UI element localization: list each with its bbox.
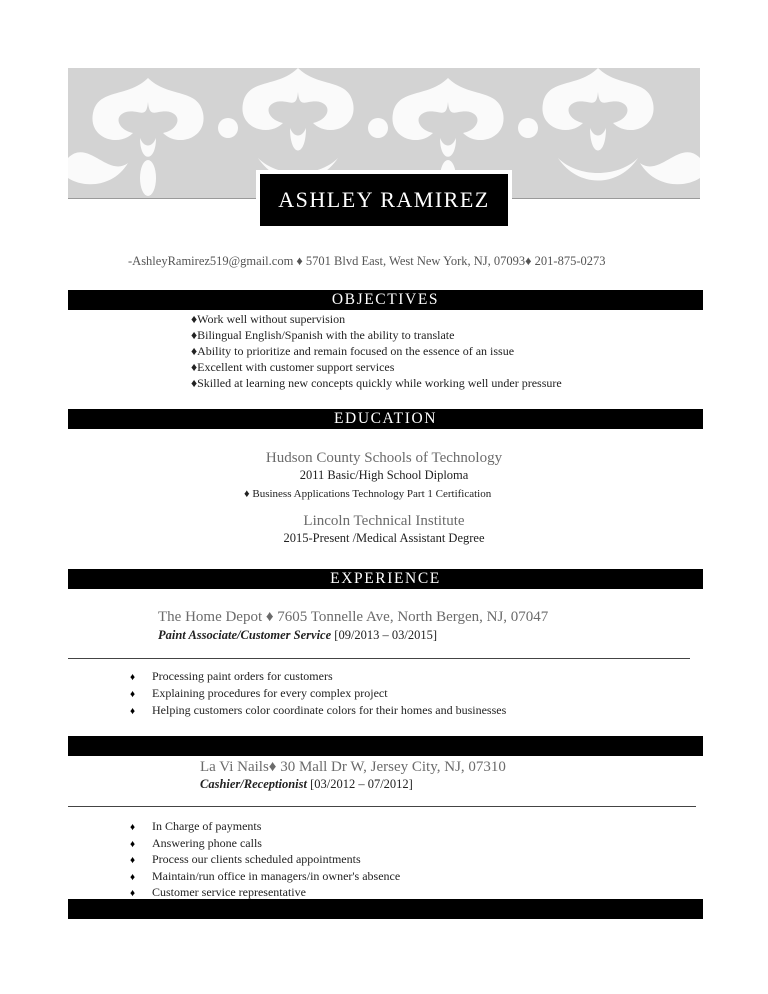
name-plate-inner (260, 174, 508, 226)
name-plate (256, 170, 512, 230)
diamond-bullet-icon: ♦ (130, 855, 136, 866)
duty-item: ♦ Helping customers color coordinate colors for their homes and businesses (130, 703, 507, 717)
diamond-bullet-icon: ♦ (130, 839, 136, 850)
objectives-heading: OBJECTIVES (68, 290, 703, 310)
experience-heading: EXPERIENCE (68, 569, 703, 589)
duty-item: ♦ Customer service representative (130, 885, 306, 899)
school-degree: 2015-Present /Medical Assistant Degree (283, 531, 485, 545)
job-dates: [09/2013 – 03/2015] (334, 628, 438, 642)
job-role (200, 777, 413, 792)
diamond-bullet-icon: ♦ (130, 706, 136, 717)
duty-item: ♦ Explaining procedures for every complex project (130, 686, 388, 700)
objective-item: ♦Skilled at learning new concepts quickly while working well under pressure (191, 376, 562, 390)
duty-item: ♦ In Charge of payments (130, 819, 262, 833)
job-role (158, 628, 437, 643)
diamond-bullet-icon: ♦ (130, 888, 136, 899)
duty-item: ♦ Process our clients scheduled appointments (130, 852, 361, 866)
separator-bar (68, 736, 703, 756)
education-heading: EDUCATION (68, 409, 703, 429)
objective-item: ♦Ability to prioritize and remain focused on the essence of an issue (191, 344, 515, 358)
contact-line: -AshleyRamirez519@gmail.com ♦ 5701 Blvd East, West New York, NJ, 07093♦ 201-875-0273 (128, 254, 606, 268)
duty-item: ♦ Answering phone calls (130, 836, 262, 850)
school-degree: 2011 Basic/High School Diploma (299, 468, 469, 482)
job-company: La Vi Nails♦ 30 Mall Dr W, Jersey City, NJ, 07310 (200, 759, 506, 775)
candidate-name: ASHLEY RAMIREZ (278, 187, 490, 212)
section-rule (68, 806, 696, 807)
duty-item: ♦ Processing paint orders for customers (130, 669, 333, 683)
school-name: Hudson County Schools of Technology (265, 450, 503, 466)
school-name: Lincoln Technical Institute (303, 513, 465, 529)
objective-item: ♦Bilingual English/Spanish with the ability to translate (191, 328, 455, 342)
job-dates: [03/2012 – 07/2012] (310, 777, 413, 791)
school-note: ♦ Business Applications Technology Part 1 Certification (244, 488, 492, 500)
diamond-bullet-icon: ♦ (130, 672, 136, 683)
diamond-bullet-icon: ♦ (130, 872, 136, 883)
duty-item: ♦ Maintain/run office in managers/in owner's absence (130, 869, 401, 883)
diamond-bullet-icon: ♦ (130, 689, 136, 700)
section-rule (68, 658, 690, 659)
objective-item: ♦Excellent with customer support services (191, 360, 395, 374)
objective-item: ♦Work well without supervision (191, 312, 346, 326)
footer-bar (68, 899, 703, 919)
job-title: Cashier/Receptionist (200, 777, 307, 791)
job-title: Paint Associate/Customer Service (158, 628, 332, 642)
job-company: The Home Depot ♦ 7605 Tonnelle Ave, North Bergen, NJ, 07047 (158, 609, 549, 625)
diamond-bullet-icon: ♦ (130, 822, 136, 833)
